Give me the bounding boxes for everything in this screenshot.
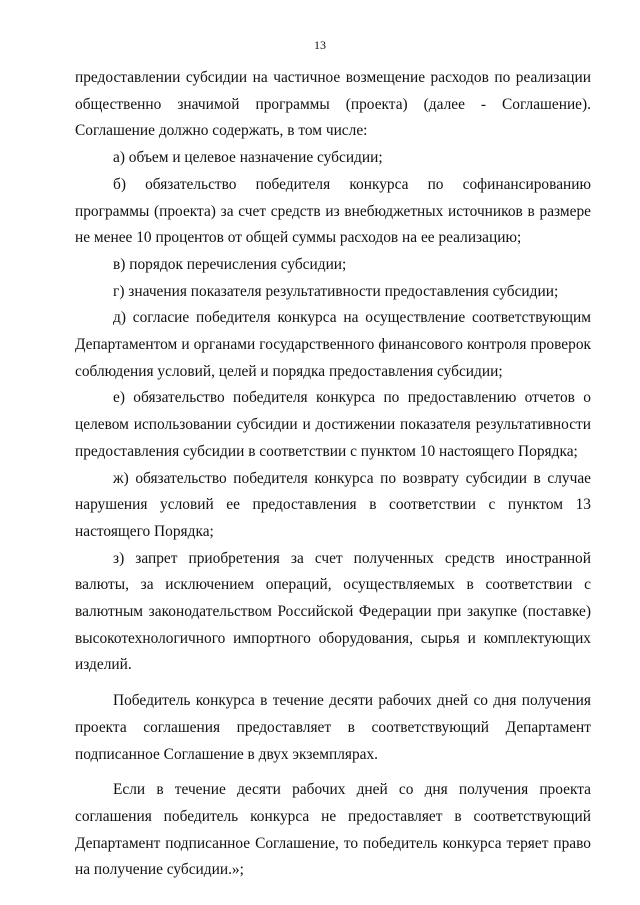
list-item-a: а) объем и целевое назначение субсидии; <box>113 149 383 167</box>
list-item-zh: ж) обязательство победителя конкурса по возврату субсидии в случае нарушения условий ее предоставления в соответствии с пунктом 13 настоящего Порядка; <box>75 469 591 540</box>
paragraph-winner-submission: Победитель конкурса в течение десяти рабочих дней со дня получения проекта соглашения предоставляет в соответствующий Департамент подписанное Соглашение в двух экземплярах. <box>75 692 591 763</box>
list-item-g: г) значения показателя результативности предоставления субсидии; <box>113 282 559 300</box>
list-item-v: в) порядок перечисления субсидии; <box>113 255 347 273</box>
list-item-d: д) согласие победителя конкурса на осуществление соответствующим Департаментом и органами государственного финансового контроля проверок соблюдения условий, целей и порядка предоставления субсидии; <box>75 309 591 380</box>
page-number: 13 <box>314 38 326 52</box>
paragraph-loss-of-right: Если в течение десяти рабочих дней со дня получения проекта соглашения победитель конкурса не предоставляет в соответствующий Департамент подписанное Соглашение, то победитель конкурса теряет право на получение субсидии.»; <box>75 781 591 879</box>
list-item-z: з) запрет приобретения за счет полученных средств иностранной валюты, за исключением операций, осуществляемых в соответствии с валютным законодательством Российской Федерации при закупке (поставке) высокотехнологичного импортного оборудования, сырья и комплектующих изделий. <box>75 549 591 674</box>
document-body <box>75 65 591 884</box>
list-item-e: е) обязательство победителя конкурса по предоставлению отчетов о целевом использовании субсидии и достижении показателя результативности предоставления субсидии в соответствии с пунктом 10 настоящего Порядка; <box>75 389 591 460</box>
list-item-b: б) обязательство победителя конкурса по софинансированию программы (проекта) за счет средств из внебюджетных источников в размере не менее 10 процентов от общей суммы расходов на ее реализацию; <box>75 175 591 247</box>
paragraph-intro: предоставлении субсидии на частичное возмещение расходов по реализации общественно значимой программы (проекта) (далее - Соглашение). Соглашение должно содержать, в том числе: <box>75 69 591 140</box>
